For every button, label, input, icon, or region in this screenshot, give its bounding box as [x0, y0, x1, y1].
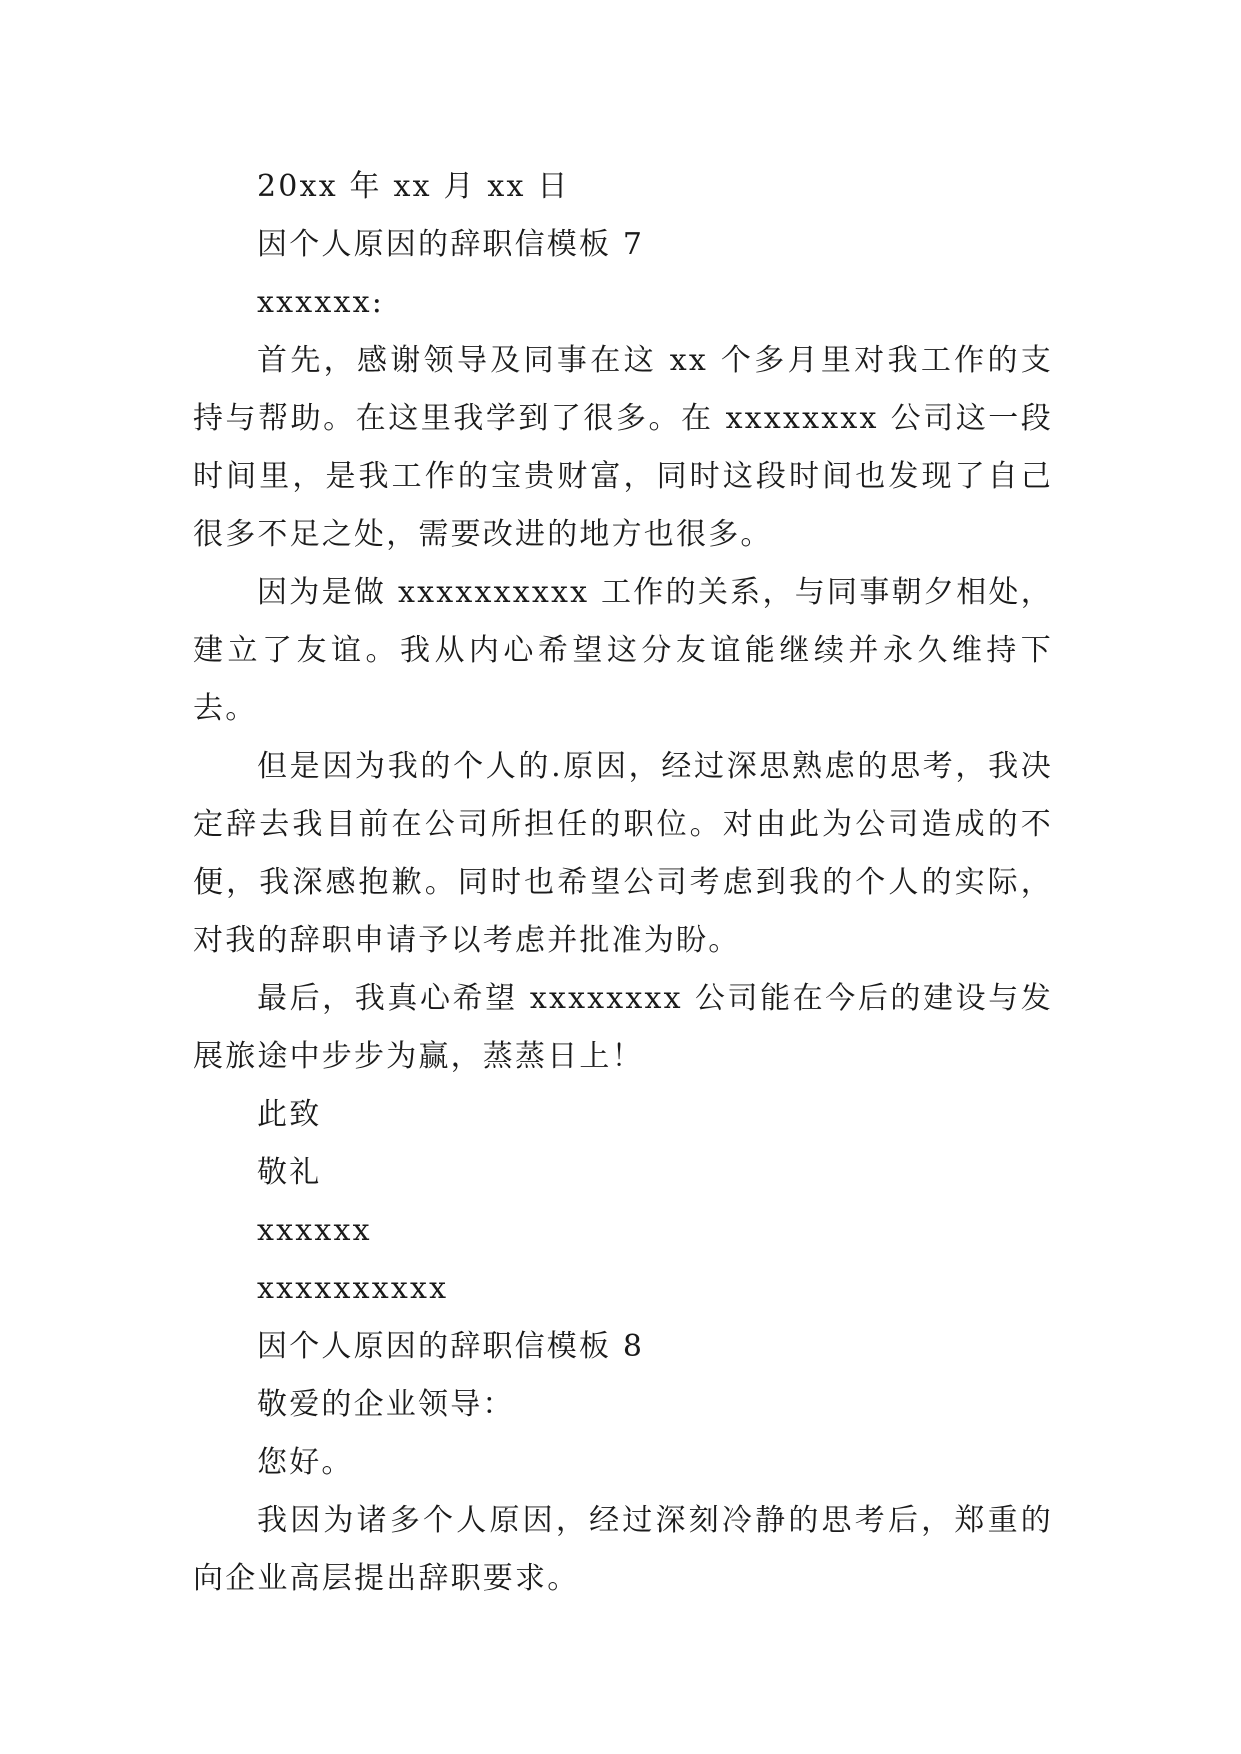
- template-7-paragraph-2: 因为是做 xxxxxxxxxx 工作的关系，与同事朝夕相处，建立了友谊。我从内心希望这分友谊能继续并永久维持下去。: [193, 575, 1053, 726]
- signature-date: xxxxxxxxxx: [257, 1271, 449, 1306]
- template-7-paragraph-1: 首先，感谢领导及同事在这 xx 个多月里对我工作的支持与帮助。在这里我学到了很多。在 xxxxxxxx 公司这一段时间里，是我工作的宝贵财富，同时这段时间也发现了自己很多不足之处，需要改进的地方也很多。: [193, 343, 1053, 552]
- template-8-salutation: 敬爱的企业领导：: [257, 1387, 515, 1422]
- closing-line-1: 此致: [257, 1097, 322, 1132]
- date-line: 20xx 年 xx 月 xx 日: [257, 169, 570, 204]
- closing-line-2: 敬礼: [257, 1155, 322, 1190]
- template-8-heading: 因个人原因的辞职信模板 8: [257, 1329, 645, 1364]
- template-8-greeting: 您好。: [257, 1445, 354, 1480]
- template-7-paragraph-4: 最后，我真心希望 xxxxxxxx 公司能在今后的建设与发展旅途中步步为赢，蒸蒸日上！: [193, 981, 1053, 1074]
- letter-body: [193, 158, 1053, 1608]
- template-7-paragraph-3: 但是因为我的个人的.原因，经过深思熟虑的思考，我决定辞去我目前在公司所担任的职位。对由此为公司造成的不便，我深感抱歉。同时也希望公司考虑到我的个人的实际，对我的辞职申请予以考虑并批准为盼。: [193, 749, 1053, 958]
- template-7-heading: 因个人原因的辞职信模板 7: [257, 227, 645, 262]
- signature-name: xxxxxx: [257, 1213, 372, 1248]
- template-8-paragraph-1: 我因为诸多个人原因，经过深刻冷静的思考后，郑重的向企业高层提出辞职要求。: [193, 1503, 1053, 1596]
- template-7-salutation: xxxxxx:: [257, 285, 385, 320]
